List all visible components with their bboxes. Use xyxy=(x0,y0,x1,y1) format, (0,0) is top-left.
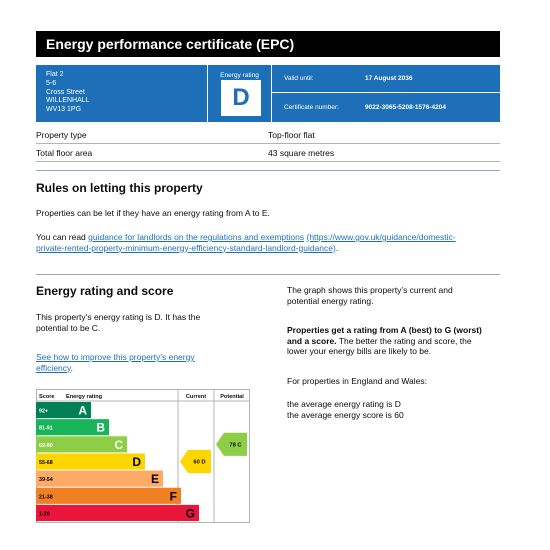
rating-explanation-text: The better the rating and score, the xyxy=(336,335,472,346)
rating-explanation xyxy=(287,325,482,357)
property-type-value: Top-floor flat xyxy=(268,130,315,140)
section-divider xyxy=(36,170,500,171)
address-line: Cross Street xyxy=(46,88,85,96)
section-divider xyxy=(36,274,500,275)
band-score-range: 55-68 xyxy=(39,460,53,466)
energy-rating-label: Energy rating xyxy=(220,72,259,79)
page-title: Energy performance certificate (EPC) xyxy=(36,31,500,57)
average-ratings xyxy=(287,399,404,420)
improve-efficiency-paragraph xyxy=(36,352,195,373)
band-d-letter: D xyxy=(132,455,141,469)
guidance-url-link-continued[interactable]: private-rented-property-minimum-energy-efficiency-standard-landlord-guidance) xyxy=(36,242,336,253)
band-f-bar xyxy=(64,488,181,504)
band-b-letter: B xyxy=(96,420,105,435)
energy-rating-chart-svg xyxy=(36,389,250,523)
rating-explanation-bold: and a score. xyxy=(287,335,337,346)
rating-column-header: Energy rating xyxy=(66,394,103,400)
valid-until-row xyxy=(272,65,500,93)
band-c-letter: C xyxy=(114,437,123,452)
property-address xyxy=(46,71,90,115)
certificate-details xyxy=(272,65,500,122)
band-f-letter: F xyxy=(169,489,177,504)
floor-area-value: 43 square metres xyxy=(268,148,335,158)
energy-rating-box xyxy=(207,65,272,122)
certificate-number-label: Certificate number: xyxy=(284,104,339,111)
england-wales-note: For properties in England and Wales: xyxy=(287,376,428,386)
energy-score-heading: Energy rating and score xyxy=(36,284,174,298)
floor-area-label: Total floor area xyxy=(36,148,93,158)
energy-score-line: potential to be C. xyxy=(36,322,101,333)
band-score-range: 21-38 xyxy=(39,494,53,501)
summary-panel xyxy=(36,65,500,122)
energy-rating-letter: D xyxy=(221,80,261,116)
valid-until-value: 17 August 2036 xyxy=(365,75,413,82)
rating-explanation-line xyxy=(287,336,482,347)
current-rating-label: 60 D xyxy=(193,459,206,466)
band-g-bar xyxy=(64,505,199,521)
rules-heading: Rules on letting this property xyxy=(36,181,203,195)
certificate-number-row xyxy=(272,94,500,122)
average-rating-line: the average energy rating is D xyxy=(287,399,401,409)
rules-guidance-suffix: . xyxy=(335,242,339,253)
band-e-bar xyxy=(64,471,163,487)
score-column-header: Score xyxy=(39,394,55,400)
address-line: Flat 2 xyxy=(46,71,64,78)
energy-rating-chart xyxy=(36,389,250,523)
valid-until-label: Valid until: xyxy=(284,75,314,82)
rules-guidance-prefix: You can read xyxy=(36,232,89,242)
graph-explanation xyxy=(287,285,453,306)
floor-area-row xyxy=(36,145,500,162)
improve-efficiency-link-continued[interactable]: efficiency xyxy=(36,362,71,373)
band-score-range: 92+ xyxy=(39,408,49,415)
property-type-row xyxy=(36,127,500,144)
band-score-range: 1-20 xyxy=(39,511,50,518)
band-g-letter: G xyxy=(185,506,195,521)
potential-column-header: Potential xyxy=(220,394,244,400)
band-a-letter: A xyxy=(78,403,87,418)
address-line: WV13 1PG xyxy=(46,106,82,114)
address-line: WILLENHALL xyxy=(46,97,90,105)
property-type-label: Property type xyxy=(36,130,87,140)
current-column-header: Current xyxy=(185,394,207,400)
address-line: 5-6 xyxy=(46,79,57,87)
improve-efficiency-suffix: . xyxy=(70,362,74,373)
band-score-range: 69-80 xyxy=(39,442,53,449)
rules-guidance-paragraph xyxy=(36,232,500,253)
improve-efficiency-link[interactable]: See how to improve this property’s energy xyxy=(36,352,195,362)
graph-explanation-line: potential energy rating. xyxy=(287,295,374,306)
energy-score-line: This property’s energy rating is D. It has the xyxy=(36,312,201,322)
rules-paragraph: Properties can be let if they have an energy rating from A to E. xyxy=(36,208,270,218)
rating-explanation-bold: Properties get a rating from A (best) to G (worst) xyxy=(287,325,482,335)
rating-explanation-line: lower your energy bills are likely to be. xyxy=(287,346,432,356)
landlord-guidance-link[interactable]: guidance for landlords on the regulations and exemptions xyxy=(88,232,305,242)
potential-rating-label: 78 C xyxy=(229,442,242,449)
certificate-number-value: 9022-3065-5208-1576-4204 xyxy=(365,104,446,111)
graph-explanation-line: The graph shows this property’s current and xyxy=(287,285,453,295)
average-score-line: the average energy score is 60 xyxy=(287,409,404,420)
band-score-range: 81-91 xyxy=(39,425,53,432)
energy-score-paragraph xyxy=(36,312,200,333)
guidance-url-link[interactable]: (https://www.gov.uk/guidance/domestic- xyxy=(306,232,456,242)
band-score-range: 39-54 xyxy=(39,477,53,484)
band-e-letter: E xyxy=(150,472,159,487)
